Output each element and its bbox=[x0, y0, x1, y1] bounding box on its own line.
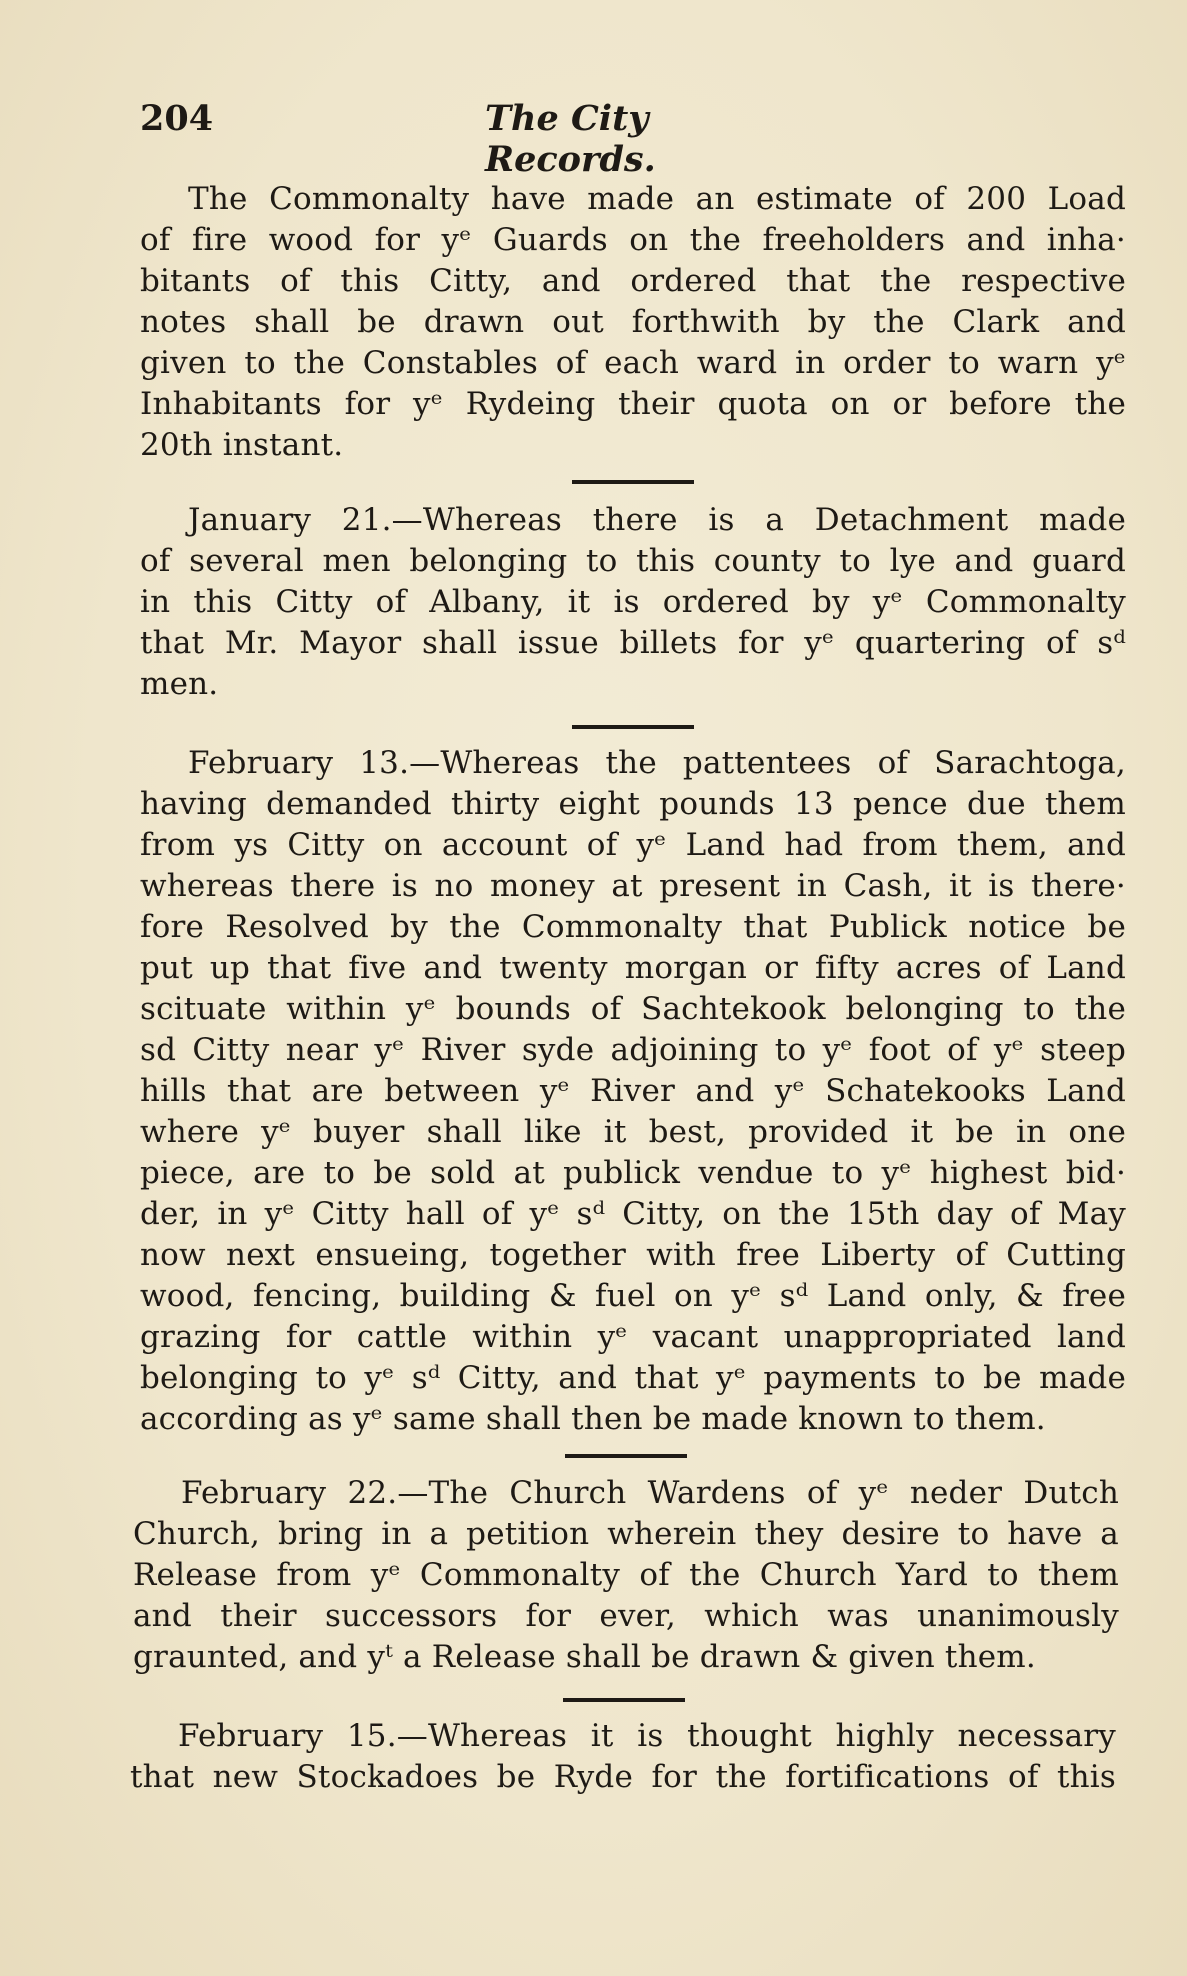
text-line: bitants of this Citty, and ordered that the respective bbox=[140, 263, 1126, 299]
entry-february-22 bbox=[133, 1473, 1119, 1678]
text-line: that new Stockadoes be Ryde for the fortifications of this bbox=[130, 1759, 1116, 1795]
text-line: piece, are to be sold at publick vendue to yᵉ highest bid· bbox=[140, 1155, 1126, 1191]
text-line: now next ensueing, together with free Liberty of Cutting bbox=[140, 1237, 1126, 1273]
text-line: The Commonalty have made an estimate of 200 Load bbox=[188, 181, 1126, 217]
text-line: put up that five and twenty morgan or fifty acres of Land bbox=[140, 950, 1126, 986]
entry-january-21 bbox=[140, 500, 1126, 705]
text-line: having demanded thirty eight pounds 13 pence due them bbox=[140, 786, 1126, 822]
running-title: The City Records. bbox=[485, 98, 656, 180]
text-line: February 15.—Whereas it is thought highly necessary bbox=[178, 1718, 1116, 1754]
section-divider bbox=[572, 725, 694, 729]
section-divider bbox=[565, 1454, 687, 1458]
text-line: notes shall be drawn out forthwith by the Clark and bbox=[140, 304, 1126, 340]
text-line: men. bbox=[140, 666, 219, 702]
section-divider bbox=[572, 480, 694, 484]
entry-february-15 bbox=[130, 1716, 1116, 1798]
text-line: January 21.—Whereas there is a Detachment made bbox=[188, 502, 1126, 538]
text-line: whereas there is no money at present in Cash, it is there· bbox=[140, 868, 1126, 904]
text-line: that Mr. Mayor shall issue billets for yᵉ quartering of sᵈ bbox=[140, 625, 1126, 661]
text-line: given to the Constables of each ward in order to warn yᵉ bbox=[140, 345, 1126, 381]
running-head bbox=[140, 98, 804, 180]
text-line: from ys Citty on account of yᵉ Land had from them, and bbox=[140, 827, 1126, 863]
text-line: graunted, and yᵗ a Release shall be drawn & given them. bbox=[133, 1639, 1036, 1675]
text-line: and their successors for ever, which was unanimously bbox=[133, 1598, 1119, 1634]
text-line: hills that are between yᵉ River and yᵉ Schatekooks Land bbox=[140, 1073, 1126, 1109]
text-line: February 13.—Whereas the pattentees of Sarachtoga, bbox=[188, 745, 1126, 781]
text-line: February 22.—The Church Wardens of yᵉ neder Dutch bbox=[181, 1475, 1119, 1511]
text-line: wood, fencing, building & fuel on yᵉ sᵈ Land only, & free bbox=[140, 1278, 1126, 1314]
text-line: grazing for cattle within yᵉ vacant unappropriated land bbox=[140, 1319, 1126, 1355]
text-line: of several men belonging to this county to lye and guard bbox=[140, 543, 1126, 579]
text-line: belonging to yᵉ sᵈ Citty, and that yᵉ payments to be made bbox=[140, 1360, 1126, 1396]
entry-february-13 bbox=[140, 743, 1126, 1440]
text-line: scituate within yᵉ bounds of Sachtekook belonging to the bbox=[140, 991, 1126, 1027]
text-line: in this Citty of Albany, it is ordered by yᵉ Commonalty bbox=[140, 584, 1126, 620]
page-number: 204 bbox=[140, 98, 214, 139]
section-divider bbox=[563, 1698, 685, 1702]
entry-firewood-estimate bbox=[140, 179, 1126, 466]
text-line: der, in yᵉ Citty hall of yᵉ sᵈ Citty, on the 15th day of May bbox=[140, 1196, 1126, 1232]
text-line: according as yᵉ same shall then be made known to them. bbox=[140, 1401, 1046, 1437]
text-line: where yᵉ buyer shall like it best, provided it be in one bbox=[140, 1114, 1126, 1150]
text-line: fore Resolved by the Commonalty that Publick notice be bbox=[140, 909, 1126, 945]
text-line: Inhabitants for yᵉ Rydeing their quota on or before the bbox=[140, 386, 1126, 422]
text-line: Release from yᵉ Commonalty of the Church Yard to them bbox=[133, 1557, 1119, 1593]
text-line: sd Citty near yᵉ River syde adjoining to yᵉ foot of yᵉ steep bbox=[140, 1032, 1126, 1068]
text-line: 20th instant. bbox=[140, 427, 344, 463]
text-line: of fire wood for yᵉ Guards on the freeholders and inha· bbox=[140, 222, 1126, 258]
text-line: Church, bring in a petition wherein they desire to have a bbox=[133, 1516, 1119, 1552]
